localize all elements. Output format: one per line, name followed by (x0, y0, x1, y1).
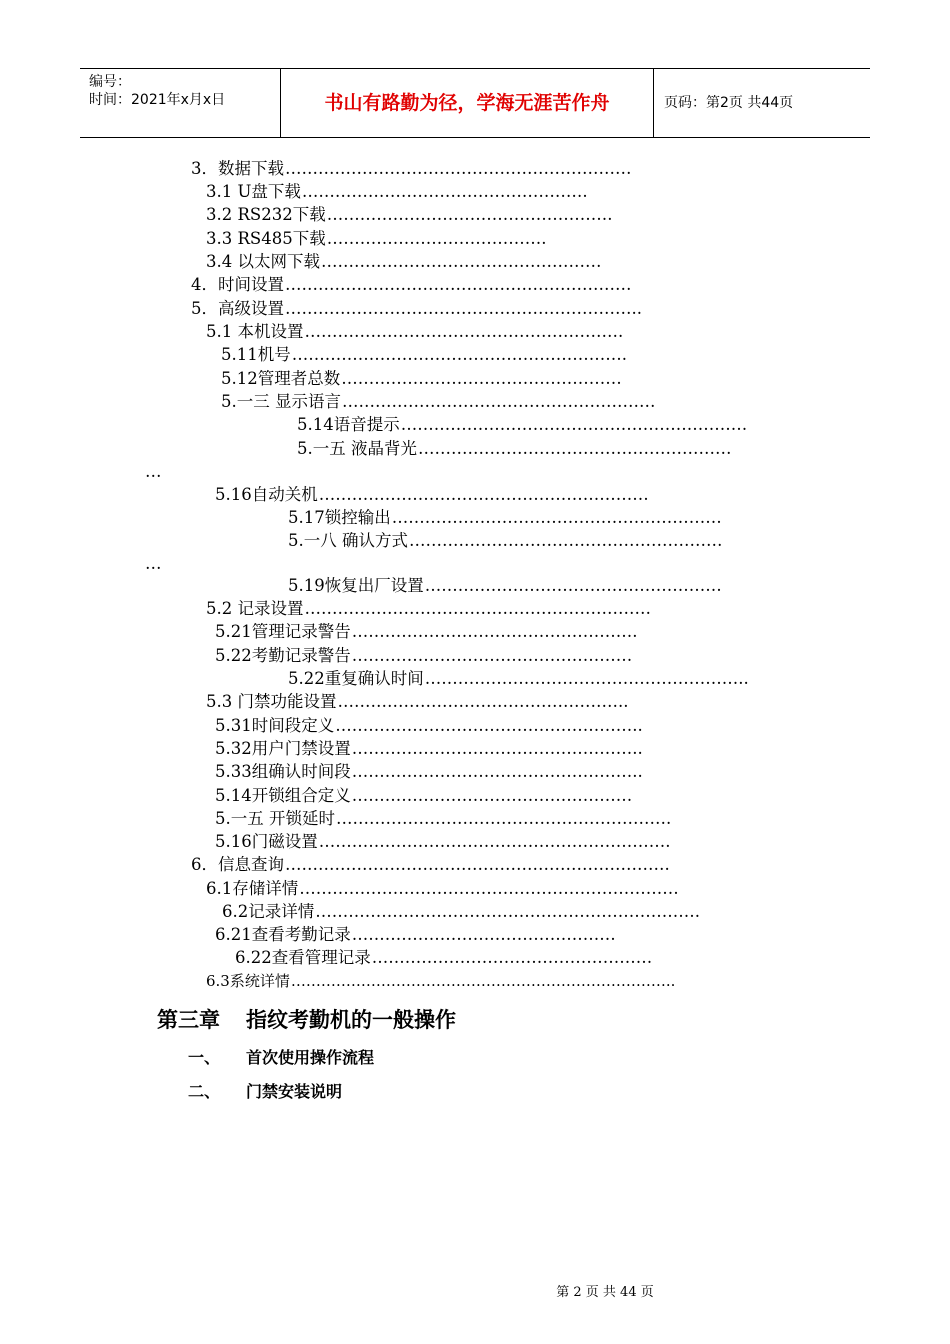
toc-item: 5.一三 显示语言………………………………………………… (221, 392, 656, 411)
section-heading (188, 1081, 342, 1103)
toc-item: 3.2 RS232下载……………………………………………. (206, 205, 613, 224)
toc-item: … (145, 554, 162, 573)
toc-item: 6.3系统详情………………………………………………………………….. (206, 972, 676, 990)
page-footer: 第 2 页 共 44 页 (556, 1285, 654, 1300)
toc-item: 6.2记录详情……………………………………………………………. (222, 902, 700, 921)
chapter-title: 指纹考勤机的一般操作 (246, 1008, 456, 1032)
toc-item: 5.33组确认时间段…………………………………………….. (215, 762, 643, 781)
section-title: 首次使用操作流程 (246, 1048, 375, 1067)
section-heading (188, 1047, 374, 1069)
toc-item: 5．高级设置……………………………………………………….. (191, 299, 642, 318)
toc-item: 3.3 RS485下载…………………………………. (206, 229, 547, 248)
toc-item: 5.3 门禁功能设置…………………………………………….. (206, 692, 629, 711)
chapter-number: 第三章 (157, 1008, 220, 1032)
toc-item: 5.12管理者总数…………………………………………… (221, 369, 622, 388)
toc-item: 5.16自动关机…………………………………………………… (215, 485, 649, 504)
toc-item: 6.21查看考勤记录………………………………………… (215, 925, 616, 944)
toc-item: 5.31时间段定义……………………………………………….. (215, 716, 643, 735)
chapter-heading (157, 1005, 456, 1035)
toc-item: 5.2 记录设置……………………………………………………… (206, 599, 651, 618)
toc-item: 5.17锁控输出…………………………………………………… (288, 508, 722, 527)
toc-item: 4．时间设置……………………………………………………… (191, 275, 632, 294)
header-page-info: 页码：第2页 共44页 (664, 95, 794, 111)
toc-item: 5.一五 液晶背光………………………………………………… (297, 439, 732, 458)
header-motto: 书山有路勤为径，学海无涯苦作舟 (281, 69, 654, 137)
toc-item: … (145, 462, 162, 481)
number-label: 编号： (89, 74, 131, 90)
toc-item: 5.11机号……………………………………………………. (221, 345, 627, 364)
page-header (80, 68, 870, 138)
toc-item: 6.1存储详情…………………………………………………………… (206, 879, 679, 898)
toc-item: 5.19恢复出厂设置……………………………………………… (288, 576, 722, 595)
toc-item: 5.16门磁设置………………………………………………………. (215, 832, 671, 851)
toc-item: 6.22查看管理记录…………………………………………… (235, 948, 653, 967)
toc-item: 3.1 U盘下载……………………………………………. (206, 182, 588, 201)
time-label: 时间：2021年x月x日 (89, 92, 226, 108)
section-number: 一、 (188, 1048, 221, 1067)
section-number: 二、 (188, 1082, 221, 1101)
toc-item: 5.21管理记录警告……………………………………………. (215, 622, 638, 641)
toc-item: 3.4 以太网下载…………………………………………… (206, 252, 602, 271)
toc-item: 3．数据下载……………………………………………………… (191, 159, 632, 178)
toc-item: 5.22考勤记录警告…………………………………………… (215, 646, 633, 665)
toc-item: 5.一八 确认方式………………………………………………… (288, 531, 723, 550)
section-title: 门禁安装说明 (246, 1082, 343, 1101)
toc-item: 5.14语音提示……………………………………………………… (297, 415, 748, 434)
toc-item: 5.1 本机设置…………………………………………………. (206, 322, 624, 341)
toc-item: 6．信息查询……………………………………………………………. (191, 855, 670, 874)
header-meta-cell (80, 69, 281, 137)
toc-item: 5.32用户门禁设置…………………………………………….. (215, 739, 643, 758)
toc-item: 5.14开锁组合定义…………………………………………… (215, 786, 633, 805)
toc-item: 5.一五 开锁延时……………………………………………………. (215, 809, 672, 828)
toc-item: 5.22重复确认时间………………………………………………….. (288, 669, 749, 688)
